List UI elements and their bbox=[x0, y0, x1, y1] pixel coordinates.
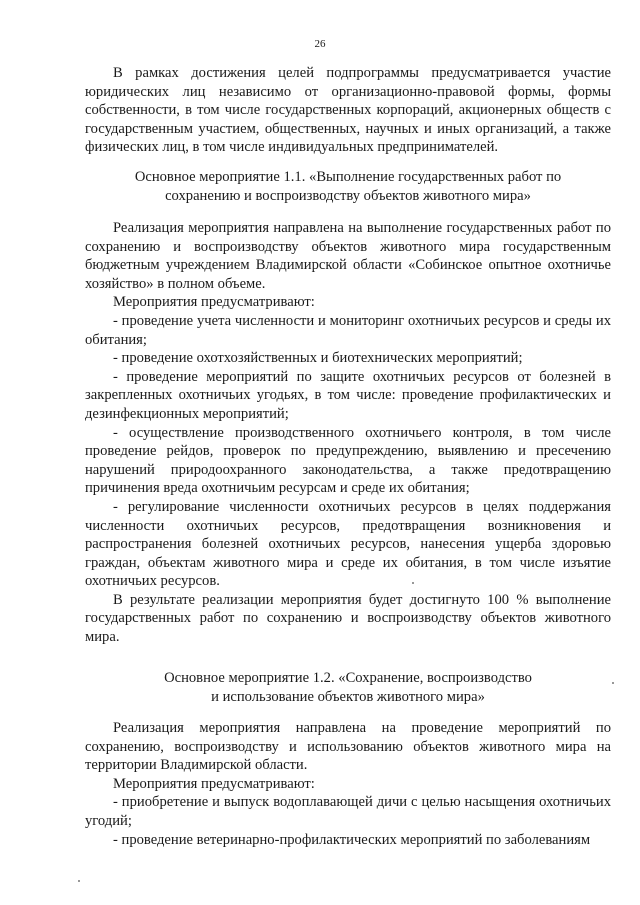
section1-list-item: - проведение охотхозяйственных и биотехнических мероприятий; bbox=[113, 350, 523, 367]
intro-block bbox=[85, 64, 611, 157]
scan-fleck bbox=[412, 582, 414, 584]
section1-heading-line1: Основное мероприятие 1.1. «Выполнение государственных работ по bbox=[134, 169, 562, 185]
section1-list-item: - регулирование численности охотничьих ресурсов в целях поддержания численности охотничьих ресурсов, предотвращения возникновения и распространения болезней охотничьих ресурсов, нанесения ущерба здоровью граждан, объектам животного мира и среде их обитания, в том числе изъятие охотничьих ресурсов. bbox=[85, 498, 611, 590]
section2-heading bbox=[85, 669, 611, 706]
section1-list-item: - проведение учета численности и мониторинг охотничьих ресурсов и среды их обитания; bbox=[85, 312, 611, 348]
section2-heading-line1: Основное мероприятие 1.2. «Сохранение, воспроизводство bbox=[164, 670, 532, 686]
section1-list-item: - осуществление производственного охотничьего контроля, в том числе проведение рейдов, проверок по предупреждению, выявлению и пресечению нарушений природоохранного законодательства, а также предотвращению причинения вреда охотничьим ресурсам и среде их обитания; bbox=[85, 424, 611, 497]
section1-list-item: - проведение мероприятий по защите охотничьих ресурсов от болезней в закрепленных охотничьих угодьях, в том числе: проведение профилактических и дезинфекционных мероприятий; bbox=[85, 368, 611, 422]
section1-intro-paragraph: Реализация мероприятия направлена на выполнение государственных работ по сохранению и воспроизводству объектов животного мира государственным бюджетным учреждением Владимирской области «Собинское опытное охотничье хозяйство» в полном объеме. bbox=[85, 220, 611, 292]
section1-body bbox=[85, 219, 611, 647]
intro-paragraph: В рамках достижения целей подпрограммы предусматривается участие юридических лиц независимо от организационно-правовой формы, формы собственности, в том числе государственных корпораций, акционерных обществ с государственным участием, общественных, научных и иных организаций, а также физических лиц, в том числе индивидуальных предпринимателей. bbox=[85, 65, 611, 156]
page-number: 26 bbox=[314, 38, 326, 50]
section1-heading-line2: сохранению и воспроизводству объектов животного мира» bbox=[165, 187, 531, 204]
section2-provides: Мероприятия предусматривают: bbox=[113, 775, 315, 792]
section1-result-paragraph: В результате реализации мероприятия будет достигнуто 100 % выполнение государственных работ по сохранению и воспроизводству объектов животного мира. bbox=[85, 591, 611, 646]
scan-fleck bbox=[612, 682, 614, 684]
section1-heading bbox=[85, 168, 611, 205]
section2-intro-paragraph: Реализация мероприятия направлена на проведение мероприятий по сохранению, воспроизводству и использованию объектов животного мира на территории Владимирской области. bbox=[85, 720, 611, 774]
section2-heading-line2: и использование объектов животного мира» bbox=[211, 688, 485, 705]
scan-fleck bbox=[78, 880, 80, 882]
section2-list-item: - проведение ветеринарно-профилактических мероприятий по заболеваниям bbox=[113, 831, 591, 848]
section1-provides: Мероприятия предусматривают: bbox=[113, 294, 315, 311]
section2-body bbox=[85, 719, 611, 849]
section2-list-item: - приобретение и выпуск водоплавающей дичи с целью насыщения охотничьих угодий; bbox=[85, 794, 611, 829]
